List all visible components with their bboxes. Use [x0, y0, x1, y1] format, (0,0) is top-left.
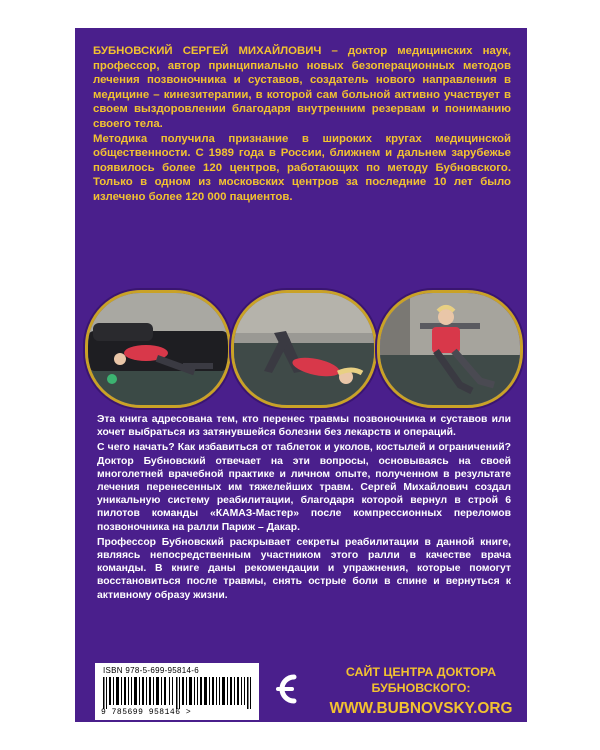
exercise-photos	[75, 290, 527, 410]
barcode-digits: 9 785699 958146 >	[101, 708, 192, 717]
website-url[interactable]: WWW.BUBNOVSKY.ORG	[329, 700, 513, 717]
bio-paragraph-1-text: – доктор медицинских наук, профессор, автор принципиально новых безоперационных методов лечения позвоночника и суставов, создатель нового направления в медицине – кинезитерапии, в которой сам больной активно участвует в своем выздоровлении благодаря внутренним резервам и пониманию своего тела.	[93, 45, 511, 130]
website-caption: САЙТ ЦЕНТРА ДОКТОРА БУБНОВСКОГО:	[345, 665, 497, 695]
photo-exercise-couch	[85, 290, 231, 408]
book-description	[97, 413, 511, 604]
isbn-text: ISBN 978-5-699-95814-6	[103, 666, 199, 675]
barcode-icon	[103, 677, 253, 709]
bio-paragraph-1	[93, 44, 511, 132]
website-block	[321, 664, 521, 719]
description-paragraph: Эта книга адресована тем, кто перенес травмы позвоночника и суставов или хочет выбраться из затянувшейся болезни без лекарств и операций.	[97, 414, 511, 439]
bio-paragraph-2: Методика получила признание в широких кругах медицинской общественности. С 1989 года в России, ближнем и дальнем зарубежье появилось более 120 центров, работающих по методу Бубновского. Только в одном из московских центров за последние 10 лет было излечено более 120 000 пациентов.	[93, 132, 511, 203]
photo-exercise-dips-image	[380, 293, 520, 405]
eksmo-logo-icon	[272, 669, 298, 709]
photo-exercise-bridge	[231, 290, 377, 408]
description-paragraph: Профессор Бубновский раскрывает секреты реабилитации в данной книге, являясь непосредственным участником этого ралли в качестве врача команды. В книге даны рекомендации и упражнения, которые помогут восстановиться после травмы, снять острые боли в спине и вернуться к активному образу жизни.	[97, 536, 511, 601]
photo-exercise-bridge-image	[234, 293, 374, 405]
photo-exercise-couch-image	[88, 293, 228, 405]
author-bio	[93, 44, 511, 205]
author-name: БУБНОВСКИЙ СЕРГЕЙ МИХАЙЛОВИЧ	[93, 45, 322, 57]
photo-exercise-dips	[377, 290, 523, 408]
description-paragraph: С чего начать? Как избавиться от таблеток и уколов, костылей и ограничений? Доктор Бубновский отвечает на эти вопросы, основываясь на своей многолетней врачебной практике и личном опыте, полученном в результате лечения перенесенных им тяжелейших травм. Сергей Михайлович создал уникальную систему реабилитации, благодаря которой вернул в строй 6 пилотов команды «КАМАЗ-Мастер» после компрессионных переломов позвоночника на ралли Париж – Дакар.	[97, 442, 511, 533]
barcode-box	[95, 663, 259, 720]
book-back-cover	[75, 28, 527, 722]
